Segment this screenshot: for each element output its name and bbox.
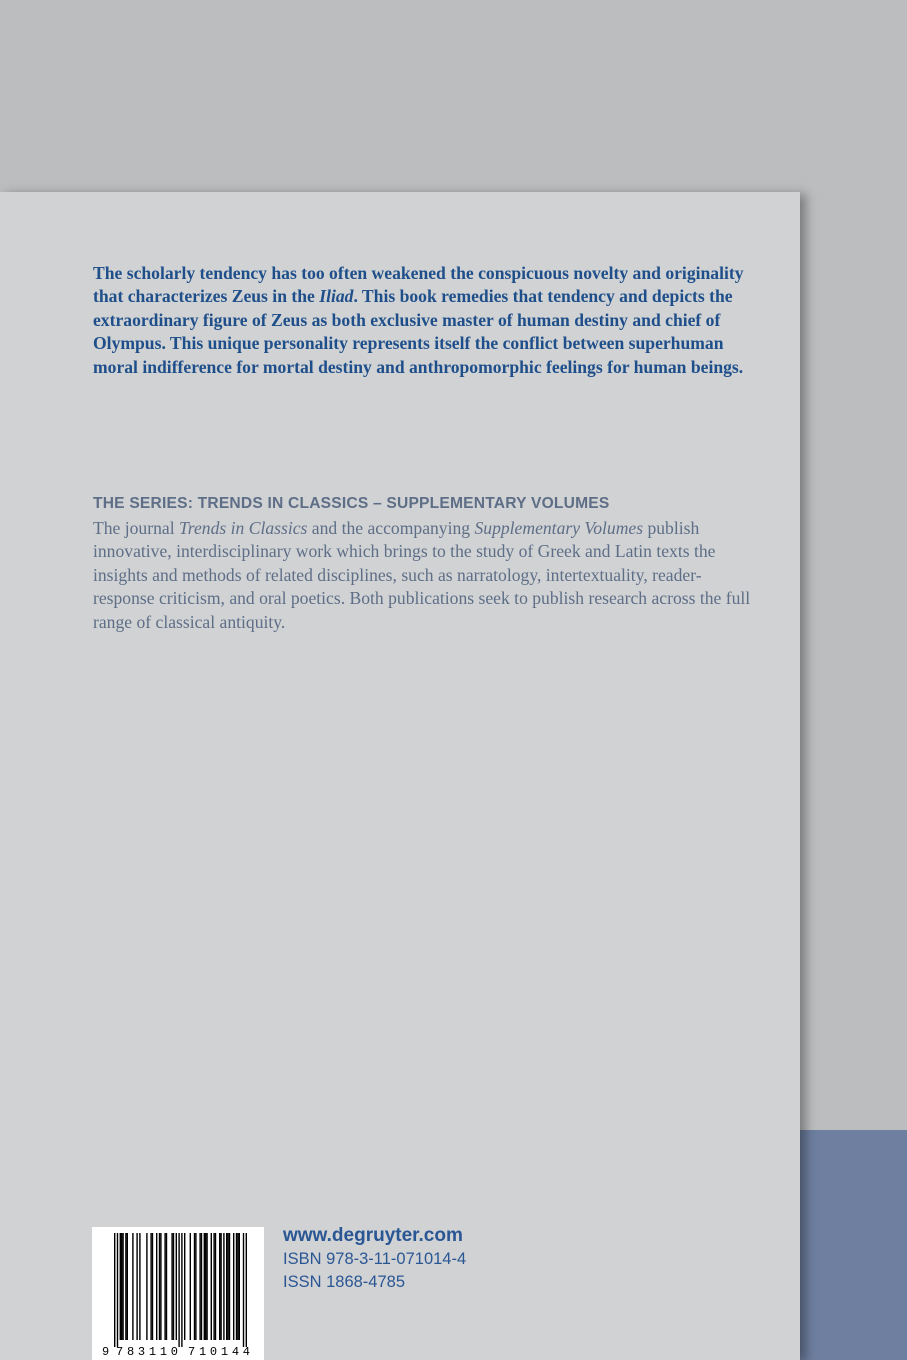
barcode-bar bbox=[219, 1233, 220, 1340]
barcode-bar bbox=[236, 1233, 237, 1340]
barcode-bar bbox=[211, 1233, 212, 1340]
barcode-bar bbox=[201, 1233, 202, 1340]
barcode-bar bbox=[195, 1233, 196, 1340]
barcode-bar bbox=[233, 1233, 234, 1340]
barcode-bar bbox=[181, 1233, 182, 1347]
barcode-bar bbox=[199, 1233, 200, 1340]
publisher-url[interactable]: www.degruyter.com bbox=[283, 1225, 463, 1246]
barcode-bar bbox=[226, 1233, 227, 1340]
barcode-bar bbox=[122, 1233, 123, 1340]
barcode-bar bbox=[146, 1233, 147, 1340]
blurb-text-1: The scholarly tendency has too often weakened the conspicuous novelty and originality that characterizes Zeus in the bbox=[93, 263, 744, 307]
series-heading: THE SERIES: TRENDS IN CLASSICS – SUPPLEMENTARY VOLUMES bbox=[93, 495, 610, 512]
isbn: ISBN 978-3-11-071014-4 bbox=[283, 1250, 467, 1268]
series-italic-supplementary: Supplementary Volumes bbox=[474, 518, 644, 538]
barcode-bar bbox=[243, 1233, 244, 1347]
barcode-bar bbox=[171, 1233, 172, 1340]
series-text-3: publish innovative, interdisciplinary work which brings to the study of Greek and Latin texts the insights and methods of related disciplines, such as narratology, intertextuality, reader-response criticism, and oral poetics. Both publications seek to publish research across the full range of classical antiquity. bbox=[93, 518, 751, 632]
barcode-bar bbox=[159, 1233, 160, 1340]
accent-band bbox=[790, 1130, 907, 1360]
barcode-bar bbox=[125, 1233, 126, 1340]
barcode-bar bbox=[237, 1233, 238, 1340]
barcode-left-group: 783110 bbox=[116, 1345, 178, 1359]
barcode-bar bbox=[117, 1233, 118, 1347]
barcode-bar bbox=[184, 1233, 185, 1340]
barcode-bar bbox=[220, 1233, 221, 1340]
publisher-info bbox=[283, 1224, 466, 1294]
barcode-bar bbox=[152, 1233, 153, 1340]
barcode-bar bbox=[239, 1233, 240, 1340]
series-text-1: The journal bbox=[93, 518, 179, 538]
barcode-bar bbox=[120, 1233, 121, 1340]
barcode-bar bbox=[206, 1233, 207, 1340]
barcode-bar bbox=[139, 1233, 140, 1340]
barcode-bar bbox=[136, 1233, 137, 1340]
barcode-bar bbox=[132, 1233, 133, 1340]
issn: ISSN 1868-4785 bbox=[283, 1273, 406, 1291]
series-description bbox=[93, 517, 753, 634]
series-text-2: and the accompanying bbox=[307, 518, 475, 538]
barcode-bar bbox=[246, 1233, 247, 1347]
barcode-bar bbox=[229, 1233, 230, 1340]
barcode-bar bbox=[127, 1233, 128, 1340]
barcode-bar bbox=[215, 1233, 216, 1340]
barcode-bar bbox=[223, 1233, 224, 1340]
barcode bbox=[92, 1227, 264, 1360]
barcode-bar bbox=[114, 1233, 115, 1347]
barcode-bar bbox=[156, 1233, 157, 1340]
barcode-bar bbox=[166, 1233, 167, 1340]
barcode-bar bbox=[227, 1233, 228, 1340]
blurb-text-2: . This book remedies that tendency and depicts the extraordinary figure of Zeus as both exclusive master of human destiny and chief of Olympus. This unique personality represents itself the conflict between superhuman moral indifference for mortal destiny and anthropomorphic feelings for human beings. bbox=[93, 286, 744, 377]
barcode-bar bbox=[194, 1233, 195, 1340]
series-italic-journal: Trends in Classics bbox=[178, 518, 308, 538]
barcode-lead-digit: 9 bbox=[102, 1345, 110, 1359]
barcode-bar bbox=[160, 1233, 161, 1340]
barcode-bar bbox=[150, 1233, 151, 1340]
barcode-bar bbox=[164, 1233, 165, 1340]
barcode-bar bbox=[176, 1233, 177, 1340]
barcode-bar bbox=[213, 1233, 214, 1340]
barcode-bar bbox=[190, 1233, 191, 1340]
barcode-graphic bbox=[92, 1227, 264, 1360]
barcode-bar bbox=[204, 1233, 205, 1340]
barcode-bar bbox=[178, 1233, 179, 1347]
barcode-bar bbox=[173, 1233, 174, 1340]
book-blurb bbox=[93, 262, 753, 379]
blurb-italic-title: Iliad bbox=[319, 286, 354, 307]
barcode-bar bbox=[205, 1233, 206, 1340]
barcode-right-group: 710144 bbox=[188, 1345, 250, 1359]
barcode-bar bbox=[121, 1233, 122, 1340]
